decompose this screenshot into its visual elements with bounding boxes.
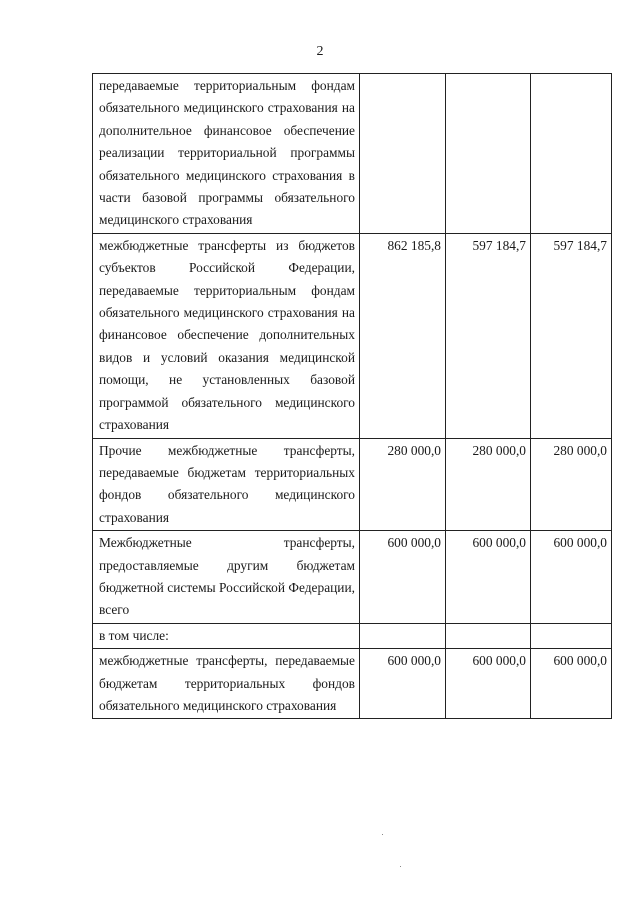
row-description: в том числе: bbox=[93, 623, 360, 648]
table-row bbox=[93, 233, 612, 438]
row-value-1: 280 000,0 bbox=[360, 438, 446, 531]
row-value-3 bbox=[531, 623, 612, 648]
row-value-2: 280 000,0 bbox=[446, 438, 531, 531]
budget-table bbox=[92, 73, 612, 719]
row-value-3: 600 000,0 bbox=[531, 649, 612, 719]
row-value-2: 600 000,0 bbox=[446, 649, 531, 719]
scan-speck bbox=[382, 834, 383, 835]
table-row bbox=[93, 649, 612, 719]
table-row bbox=[93, 438, 612, 531]
row-value-3 bbox=[531, 74, 612, 234]
page-number: 2 bbox=[316, 44, 324, 59]
row-value-1: 600 000,0 bbox=[360, 649, 446, 719]
row-value-1 bbox=[360, 74, 446, 234]
scan-speck bbox=[400, 866, 401, 867]
row-value-2 bbox=[446, 623, 531, 648]
row-description: Межбюджетные трансферты, предоставляемые другим бюджетам бюджетной системы Российской Федерации, всего bbox=[93, 531, 360, 624]
table-row bbox=[93, 531, 612, 624]
row-value-1: 862 185,8 bbox=[360, 233, 446, 438]
row-value-3: 597 184,7 bbox=[531, 233, 612, 438]
row-value-3: 600 000,0 bbox=[531, 531, 612, 624]
row-value-2 bbox=[446, 74, 531, 234]
row-value-2: 600 000,0 bbox=[446, 531, 531, 624]
table-row bbox=[93, 74, 612, 234]
row-value-2: 597 184,7 bbox=[446, 233, 531, 438]
row-description: межбюджетные трансферты, передаваемые бюджетам территориальных фондов обязательного медицинского страхования bbox=[93, 649, 360, 719]
row-description: межбюджетные трансферты из бюджетов субъектов Российской Федерации, передаваемые территориальным фондам обязательного медицинского страхования на финансовое обеспечение дополнительных видов и условий оказания медицинской помощи, не установленных базовой программой обязательного медицинского страхования bbox=[93, 233, 360, 438]
row-description: Прочие межбюджетные трансферты, передаваемые бюджетам территориальных фондов обязательного медицинского страхования bbox=[93, 438, 360, 531]
row-value-1: 600 000,0 bbox=[360, 531, 446, 624]
row-description: передаваемые территориальным фондам обязательного медицинского страхования на дополнительное финансовое обеспечение реализации территориальной программы обязательного медицинского страхования в части базовой программы обязательного медицинского страхования bbox=[93, 74, 360, 234]
row-value-1 bbox=[360, 623, 446, 648]
row-value-3: 280 000,0 bbox=[531, 438, 612, 531]
table-row bbox=[93, 623, 612, 648]
